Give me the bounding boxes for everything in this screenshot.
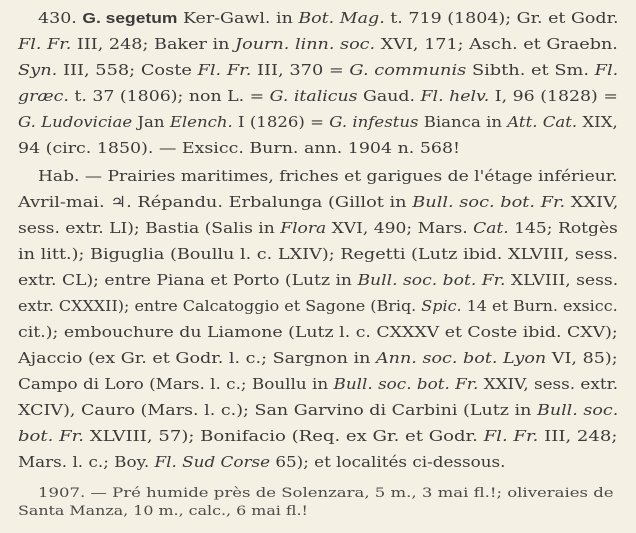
text-run: XIX, xyxy=(577,113,618,131)
italic-text-run: Bull. soc. xyxy=(536,401,619,419)
text-line xyxy=(18,452,505,472)
italic-text-run: Flora xyxy=(280,219,327,237)
italic-text-run: G. infestus xyxy=(329,113,419,131)
text-run: t. 37 (1806); non L. = xyxy=(68,87,270,105)
text-run: XLVIII, 57); Bonifacio (Req. ex Gr. et Godr. xyxy=(84,427,484,445)
italic-text-run: Fl. Fr. xyxy=(197,61,252,79)
text-run: XXIV, xyxy=(565,193,619,211)
text-line xyxy=(18,86,618,106)
text-run: III, 558; Coste xyxy=(57,61,198,79)
text-line xyxy=(18,138,460,158)
species-name: G. segetum xyxy=(82,10,178,27)
text-run: extr. CXXXII); entre Calcatoggio et Sagone (Briq. xyxy=(18,297,422,315)
text-run: 430. xyxy=(38,9,83,27)
text-line xyxy=(18,322,618,342)
text-line xyxy=(18,426,617,446)
text-run: XLVIII, sess. xyxy=(505,271,619,289)
italic-text-run: G. italicus xyxy=(269,87,358,105)
text-line xyxy=(18,270,618,290)
text-run: VI, 85); xyxy=(546,349,618,367)
text-run: XVI, 490; Mars. xyxy=(326,219,474,237)
text-run: 65); et localités ci-dessous. xyxy=(269,453,506,471)
italic-text-run: G. communis xyxy=(349,61,467,79)
text-line xyxy=(18,192,618,212)
text-run: I, 96 (1828) = xyxy=(489,87,618,105)
italic-text-run: Fl. Fr. xyxy=(18,35,72,53)
italic-text-run: Elench. xyxy=(169,113,233,131)
text-run: Hab. — Prairies maritimes, friches et garigues de l'étage inférieur. xyxy=(38,167,618,185)
text-run: extr. CL); entre Piana et Porto (Lutz in xyxy=(18,271,358,289)
italic-text-run: Fl. Sud Corse xyxy=(154,453,270,471)
text-run: XXIV, sess. extr. xyxy=(478,375,619,393)
text-run: cit.); embouchure du Liamone (Lutz l. c. CXXXV et Coste ibid. CXV); xyxy=(18,323,618,341)
text-run: Santa Manza, 10 m., calc., 6 mai fl.! xyxy=(18,504,308,519)
italic-text-run: G. Ludoviciae xyxy=(18,113,133,131)
text-line xyxy=(38,484,614,504)
italic-text-run: Bull. soc. bot. Fr. xyxy=(412,193,566,211)
text-run: XVI, 171; Asch. et Graebn. xyxy=(375,35,618,53)
text-line xyxy=(38,8,619,29)
italic-text-run: Bull. soc. bot. Fr. xyxy=(357,271,506,289)
italic-text-run: Att. Cat. xyxy=(507,113,578,131)
italic-text-run: Bull. soc. bot. Fr. xyxy=(333,375,479,393)
italic-text-run: Fl. helv. xyxy=(420,87,490,105)
text-run: Ker-Gawl. in xyxy=(177,9,299,27)
text-run: XCIV), Cauro (Mars. l. c.); San Garvino di Carbini (Lutz in xyxy=(18,401,537,419)
italic-text-run: Cat. xyxy=(473,219,509,237)
text-run: III, 370 = xyxy=(251,61,350,79)
italic-text-run: bot. Fr. xyxy=(18,427,85,445)
text-run: Bianca in xyxy=(418,113,508,131)
italic-text-run: Spic. xyxy=(421,297,462,315)
text-line xyxy=(18,60,618,80)
text-run: Gaud. xyxy=(357,87,421,105)
italic-text-run: græc. xyxy=(18,87,69,105)
text-line xyxy=(18,244,618,264)
text-run: Sibth. et Sm. xyxy=(466,61,595,79)
text-line xyxy=(18,34,618,54)
text-line xyxy=(38,166,618,186)
text-line xyxy=(18,112,618,132)
text-run: 1907. — Pré humide près de Solenzara, 5 m., 3 mai fl.!; oliveraies de xyxy=(38,486,614,501)
text-line xyxy=(18,296,618,316)
text-run: III, 248; xyxy=(538,427,618,445)
text-line xyxy=(18,502,308,522)
text-run: 94 (circ. 1850). — Exsicc. Burn. ann. 1904 n. 568! xyxy=(18,139,461,157)
italic-text-run: Bot. Mag. xyxy=(298,9,385,27)
italic-text-run: Fl. xyxy=(594,61,619,79)
text-run: I (1826) = xyxy=(232,113,330,131)
text-line xyxy=(18,400,618,420)
text-line xyxy=(18,374,618,394)
text-run: Ajaccio (ex Gr. et Godr. l. c.; Sargnon in xyxy=(18,349,376,367)
text-run: t. 719 (1804); Gr. et Godr. xyxy=(384,9,619,27)
italic-text-run: Journ. linn. soc. xyxy=(235,35,376,53)
text-run: Mars. l. c.; Boy. xyxy=(18,453,155,471)
text-run: 145; Rotgès xyxy=(508,219,618,237)
text-line xyxy=(18,218,618,238)
text-run: in litt.); Biguglia (Boullu l. c. LXIV); Regetti (Lutz ibid. XLVIII, sess. xyxy=(18,245,619,263)
text-run: 14 et Burn. exsicc. xyxy=(461,297,618,315)
text-run: Jan xyxy=(132,113,170,131)
italic-text-run: Syn. xyxy=(18,61,58,79)
text-run: III, 248; Baker in xyxy=(71,35,236,53)
text-run: Campo di Loro (Mars. l. c.; Boullu in xyxy=(18,375,334,393)
text-run: sess. extr. LI); Bastia (Salis in xyxy=(18,219,281,237)
italic-text-run: Ann. soc. bot. Lyon xyxy=(375,349,547,367)
text-line xyxy=(18,348,618,368)
italic-text-run: Fl. Fr. xyxy=(483,427,539,445)
text-run: Avril-mai. ♃. Répandu. Erbalunga (Gillot in xyxy=(18,193,413,211)
